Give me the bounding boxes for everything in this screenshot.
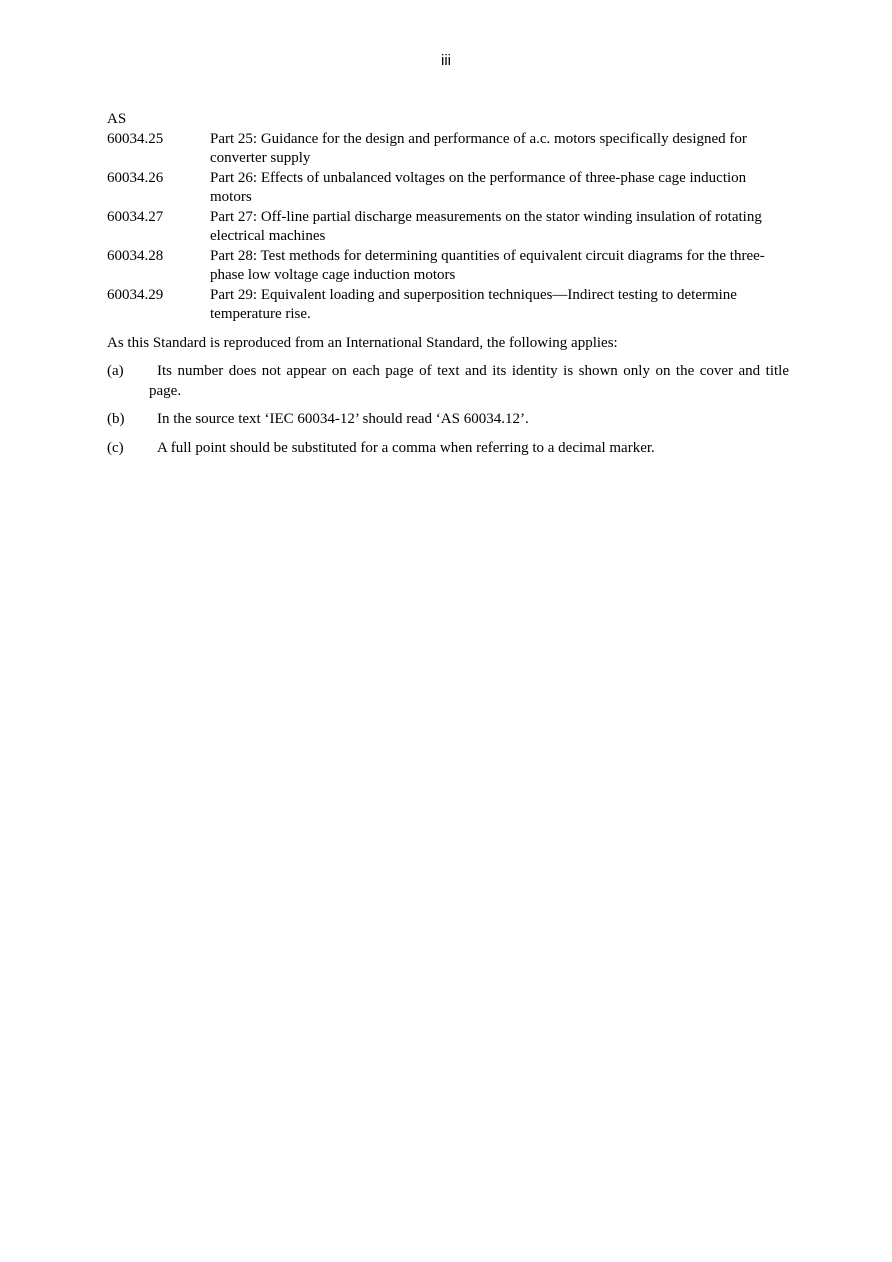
standard-title: Part 28: Test methods for determining quantities of equivalent circuit diagrams for the three-phase low voltage cage induction motors [210, 247, 765, 283]
standard-code: 60034.28 [107, 247, 164, 264]
standards-list-heading: AS [107, 111, 127, 127]
table-row [107, 130, 789, 169]
page-number: iii [441, 52, 451, 69]
standard-title: Part 29: Equivalent loading and superposition techniques—Indirect testing to determine temperature rise. [210, 286, 737, 322]
standard-code: 60034.27 [107, 208, 164, 225]
note-text: Its number does not appear on each page of text and its identity is shown only on the cover and title page. [149, 363, 789, 399]
standard-title: Part 25: Guidance for the design and performance of a.c. motors specifically designed for converter supply [210, 130, 747, 166]
standards-parts-table [107, 130, 789, 325]
table-row [107, 286, 789, 325]
standard-title: Part 26: Effects of unbalanced voltages on the performance of three-phase cage induction motors [210, 169, 747, 205]
list-item [107, 362, 789, 401]
table-row [107, 247, 789, 286]
page-content [107, 110, 789, 458]
standard-code: 60034.29 [107, 286, 164, 303]
intro-paragraph: As this Standard is reproduced from an International Standard, the following applies: [107, 334, 618, 351]
note-text: In the source text ‘IEC 60034-12’ should read ‘AS 60034.12’. [157, 411, 529, 427]
note-text: A full point should be substituted for a comma when referring to a decimal marker. [157, 439, 655, 456]
standard-title: Part 27: Off-line partial discharge measurements on the stator winding insulation of rotating electrical machines [210, 208, 762, 244]
list-item [107, 410, 789, 430]
standard-code: 60034.26 [107, 169, 164, 186]
note-marker: (c) [107, 439, 124, 456]
table-row [107, 208, 789, 247]
note-marker: (b) [107, 411, 125, 427]
list-item [107, 439, 789, 459]
standard-code: 60034.25 [107, 130, 164, 147]
table-row [107, 169, 789, 208]
note-marker: (a) [107, 363, 124, 379]
